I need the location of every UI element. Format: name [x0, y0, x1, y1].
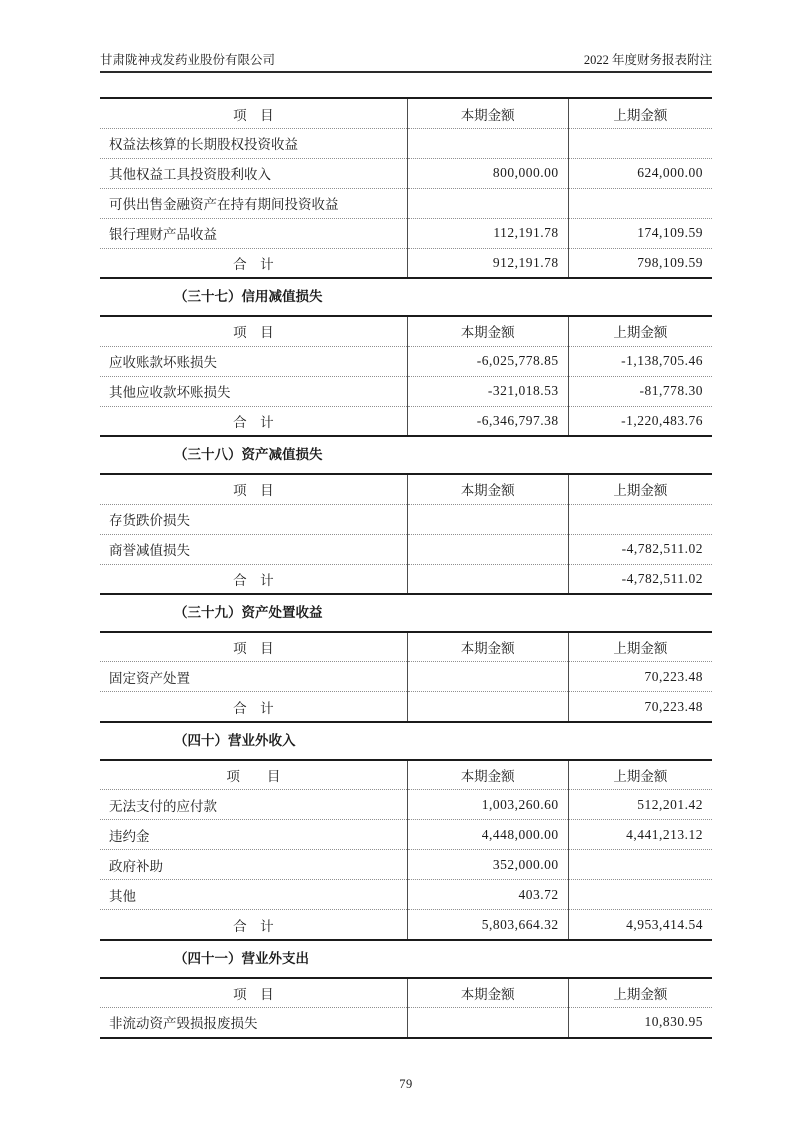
section-heading: （四十）营业外收入 [174, 732, 296, 748]
row-label: 银行理财产品收益 [100, 218, 407, 248]
table-header-row [100, 632, 712, 662]
table-row [100, 850, 712, 880]
column-header: 上期金额 [568, 316, 712, 346]
row-label: 合 计 [100, 564, 407, 594]
row-label: 其他 [100, 880, 407, 910]
amount-prior: 174,109.59 [568, 218, 712, 248]
column-header: 本期金额 [407, 760, 568, 790]
amount-current: -321,018.53 [407, 376, 568, 406]
table-row [100, 248, 712, 278]
amount-prior: 798,109.59 [568, 248, 712, 278]
amount-current [407, 662, 568, 692]
table-row [100, 406, 712, 436]
amount-current: 352,000.00 [407, 850, 568, 880]
page-content [100, 52, 712, 1092]
column-header: 上期金额 [568, 98, 712, 128]
amount-current: -6,025,778.85 [407, 346, 568, 376]
row-label: 违约金 [100, 820, 407, 850]
amount-current: 800,000.00 [407, 158, 568, 188]
row-label: 非流动资产毁损报废损失 [109, 1016, 258, 1032]
section-heading: （三十七）信用减值损失 [174, 289, 323, 305]
row-label: 其他应收款坏账损失 [100, 376, 407, 406]
row-label: 固定资产处置 [109, 670, 190, 686]
section-heading: （四十一）营业外支出 [174, 950, 309, 966]
row-label: 合 计 [100, 406, 407, 436]
row-label: 商誉减值损失 [100, 534, 407, 564]
column-header: 本期金额 [407, 474, 568, 504]
row-label: 合 计 [100, 692, 407, 722]
amount-prior: -4,782,511.02 [568, 534, 712, 564]
section-heading: （三十九）资产处置收益 [174, 605, 323, 621]
page-number: 79 [399, 1076, 413, 1091]
table-row [100, 188, 712, 218]
row-label: 合 计 [100, 910, 407, 940]
financial-table [100, 473, 712, 595]
amount-prior [568, 128, 712, 158]
amount-prior: 512,201.42 [568, 790, 712, 820]
amount-prior [568, 880, 712, 910]
amount-current [407, 692, 568, 722]
financial-table [100, 759, 712, 941]
sections-container [100, 97, 712, 1038]
amount-prior: -81,778.30 [568, 376, 712, 406]
column-header: 项 目 [100, 760, 407, 790]
column-header: 本期金额 [407, 632, 568, 662]
amount-prior: 70,223.48 [568, 662, 712, 692]
row-label: 权益法核算的长期股权投资收益 [109, 137, 298, 153]
column-header: 项 目 [100, 98, 407, 128]
amount-prior: -1,138,705.46 [568, 346, 712, 376]
amount-prior: 70,223.48 [568, 692, 712, 722]
row-label: 可供出售金融资产在持有期间投资收益 [100, 188, 407, 218]
amount-prior: 4,441,213.12 [568, 820, 712, 850]
section-heading: （三十八）资产减值损失 [174, 447, 323, 463]
amount-prior [568, 850, 712, 880]
table-row [100, 218, 712, 248]
amount-current: 1,003,260.60 [407, 790, 568, 820]
amount-current: 5,803,664.32 [407, 910, 568, 940]
financial-table [100, 631, 712, 723]
column-header: 本期金额 [407, 98, 568, 128]
company-name: 甘肃陇神戎发药业股份有限公司 [100, 53, 276, 67]
amount-current [407, 564, 568, 594]
table-header-row [100, 978, 712, 1008]
row-label: 应收账款坏账损失 [109, 355, 217, 371]
table-header-row [100, 316, 712, 346]
table-row [100, 564, 712, 594]
amount-current [407, 188, 568, 218]
table-row [100, 128, 712, 158]
table-row [100, 504, 712, 534]
table-row [100, 1008, 712, 1038]
amount-prior: 10,830.95 [568, 1008, 712, 1038]
table-row [100, 346, 712, 376]
table-row [100, 376, 712, 406]
amount-current: -6,346,797.38 [407, 406, 568, 436]
row-label: 合 计 [100, 248, 407, 278]
table-row [100, 534, 712, 564]
amount-current: 4,448,000.00 [407, 820, 568, 850]
column-header: 项 目 [100, 632, 407, 662]
column-header: 上期金额 [568, 632, 712, 662]
table-row [100, 662, 712, 692]
row-label: 无法支付的应付款 [109, 798, 217, 814]
amount-prior: -4,782,511.02 [568, 564, 712, 594]
column-header: 上期金额 [568, 474, 712, 504]
financial-table [100, 315, 712, 437]
header-gap [100, 73, 712, 97]
column-header: 上期金额 [568, 760, 712, 790]
table-row [100, 820, 712, 850]
column-header: 本期金额 [407, 316, 568, 346]
amount-current: 112,191.78 [407, 218, 568, 248]
row-label: 政府补助 [100, 850, 407, 880]
amount-prior: -1,220,483.76 [568, 406, 712, 436]
page-header [100, 52, 712, 73]
amount-prior [568, 504, 712, 534]
table-row [100, 692, 712, 722]
amount-current [407, 534, 568, 564]
amount-prior [568, 188, 712, 218]
amount-current [407, 128, 568, 158]
financial-table [100, 97, 712, 279]
table-header-row [100, 98, 712, 128]
amount-current: 912,191.78 [407, 248, 568, 278]
table-row [100, 790, 712, 820]
table-row [100, 158, 712, 188]
table-header-row [100, 760, 712, 790]
column-header: 项 目 [100, 474, 407, 504]
financial-table [100, 977, 712, 1039]
table-row [100, 880, 712, 910]
amount-current: 403.72 [407, 880, 568, 910]
column-header: 本期金额 [407, 978, 568, 1008]
amount-current [407, 504, 568, 534]
column-header: 上期金额 [568, 978, 712, 1008]
amount-current [407, 1008, 568, 1038]
amount-prior: 624,000.00 [568, 158, 712, 188]
report-title: 2022 年度财务报表附注 [583, 53, 712, 67]
table-row [100, 910, 712, 940]
table-header-row [100, 474, 712, 504]
amount-prior: 4,953,414.54 [568, 910, 712, 940]
row-label: 存货跌价损失 [109, 513, 190, 529]
row-label: 其他权益工具投资股利收入 [100, 158, 407, 188]
column-header: 项 目 [100, 978, 407, 1008]
column-header: 项 目 [100, 316, 407, 346]
